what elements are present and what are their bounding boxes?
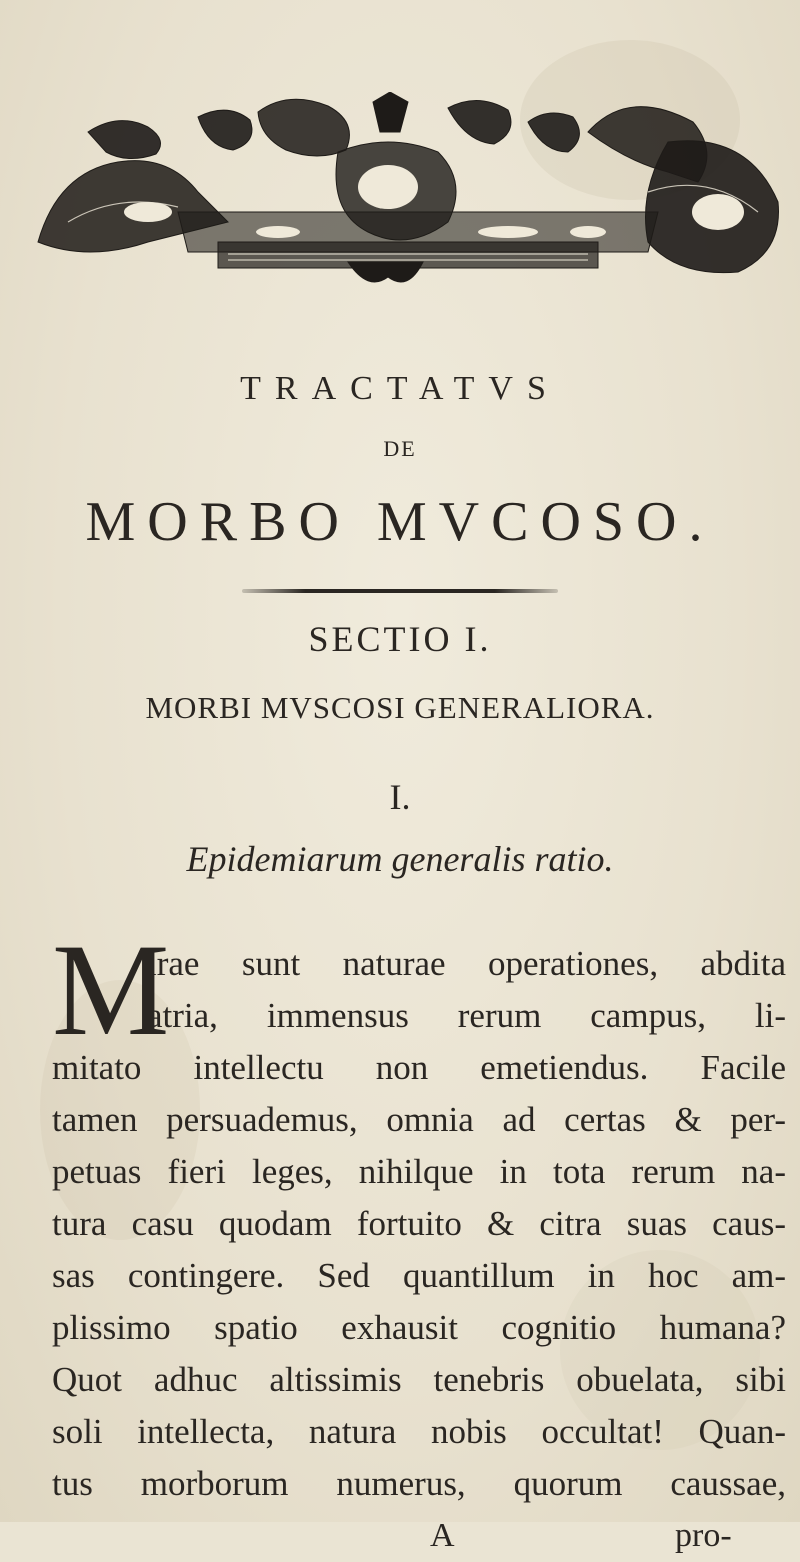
- body-line: tus morborum numerus, quorum caussae,: [52, 1464, 786, 1503]
- body-line: tura casu quodam fortuito & citra suas caus-: [52, 1204, 786, 1243]
- treatise-title: TRACTATVS: [240, 370, 560, 407]
- body-line: sas contingere. Sed quantillum in hoc am-: [52, 1256, 786, 1295]
- title-rule: [242, 589, 558, 593]
- catchword: pro-: [675, 1517, 732, 1554]
- chapter-title: Epidemiarum generalis ratio.: [186, 839, 614, 879]
- body-line: irae sunt naturae operationes, abdita: [147, 944, 786, 983]
- ornamental-headpiece-icon: [28, 92, 783, 297]
- body-line: mitato intellectu non emetiendus. Facile: [52, 1048, 786, 1087]
- body-line: plissimo spatio exhausit cognitio humana?: [52, 1308, 786, 1347]
- signature-mark: A: [430, 1517, 455, 1554]
- title-preposition: DE: [383, 436, 417, 461]
- body-line: atria, immensus rerum campus, li-: [147, 996, 786, 1035]
- body-line: tamen persuademus, omnia ad certas & per-: [52, 1100, 786, 1139]
- body-line: Quot adhuc altissimis tenebris obuelata, sibi: [52, 1360, 786, 1399]
- body-line: petuas fieri leges, nihilque in tota rerum na-: [52, 1152, 786, 1191]
- section-subtitle: MORBI MVSCOSI GENERALIORA.: [145, 690, 655, 725]
- drop-cap: M: [52, 916, 170, 1063]
- section-heading: SECTIO I.: [308, 619, 492, 659]
- body-line: soli intellecta, natura nobis occultat! Quan-: [52, 1412, 786, 1451]
- main-title: MORBO MVCOSO.: [85, 491, 715, 553]
- chapter-number: I.: [389, 777, 411, 817]
